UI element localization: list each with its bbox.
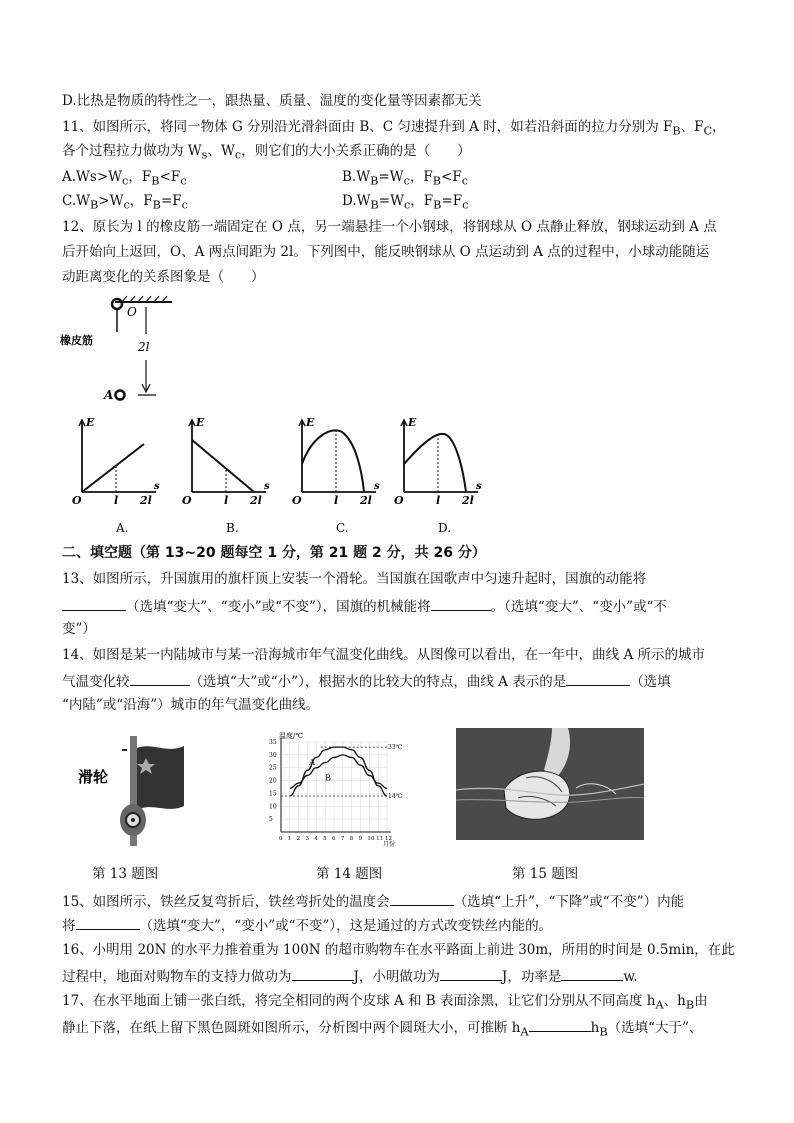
mid-tick-label: l (436, 494, 441, 507)
question-11-line-1: 11、如图所示，将同一物体 G 分别沿光滑斜面由 B、C 匀速提升到 A 时，如若沿斜面的拉力分别为 $F_B$、$F_C$， (62, 119, 726, 138)
option-11a: $A.Ws>W_c$，$F_B<F_c$ (62, 169, 187, 188)
figure-14-caption: 第 14 题图 (316, 866, 383, 882)
curve-a-label: A (309, 758, 316, 768)
question-16-line-2: 过程中，地面对购物车的支持力做功为 J，小明做功为 J，功率是 w. (62, 966, 638, 986)
option-11d: $D.W_B=W_c$，$F_B=F_c$ (342, 193, 469, 212)
length-label: 2l (138, 340, 150, 354)
q14-blank-2[interactable] (566, 671, 630, 686)
x-tick-label: 1 (287, 836, 292, 842)
y-tick-label: 30 (269, 751, 277, 759)
q16-blank-3[interactable] (561, 966, 623, 981)
option-letter: A. (116, 521, 129, 535)
question-14-line-1: 14、如图是某一内陆城市与某一沿海城市年气温变化曲线。从图像可以看出，在一年中，曲线 A 所示的城市 (62, 647, 706, 663)
x-tick-label: 10 (367, 836, 375, 842)
y-tick-label: 15 (269, 790, 277, 798)
temperature-chart (265, 728, 405, 848)
x-tick-label: 4 (314, 836, 318, 842)
y-axis-label: E (86, 416, 95, 429)
y-tick-label: 10 (269, 803, 277, 811)
figure-15-caption: 第 15 题图 (512, 866, 579, 882)
x-tick-label: 2 (296, 836, 301, 842)
option-letter: D. (438, 521, 452, 535)
question-12-line-2: 后开始向上返回，O、A 两点间距为 2l。下列图中，能反映钢球从 O 点运动到 A 点的过程中，小球动能随运 (62, 244, 710, 260)
energy-graph-1 (70, 412, 166, 540)
option-11b: $B.W_B=W_c$，$F_B<F_c$ (342, 169, 469, 188)
x-tick-label: 3 (305, 836, 309, 842)
energy-graph-2 (180, 412, 276, 540)
x-axis-title: 月份 (383, 841, 396, 848)
origin-label: O (72, 494, 82, 507)
question-11-options-row-1 (62, 168, 469, 191)
y-axis-title: 温度/℃ (279, 732, 304, 740)
mid-tick-label: l (224, 494, 229, 507)
question-17-line-1: 17、在水平地面上铺一张白纸，将完全相同的两个皮球 A 和 B 表面涂黑，让它们分别从不同高度 $h_A$、$h_B$由 (62, 993, 708, 1012)
question-11-line-2: 各个过程拉力做功为 $W_s$、$W_c$，则它们的大小关系正确的是（ ） (62, 143, 471, 162)
option-letter: C. (336, 521, 349, 535)
flag-pulley-figure (72, 728, 212, 846)
curve-b (290, 755, 387, 788)
q16-blank-1[interactable] (292, 966, 354, 981)
question-11-options-row-2 (62, 192, 469, 215)
x-tick-label: 11 (376, 836, 384, 842)
energy-graph-3 (290, 412, 386, 540)
end-tick-label: 2l (360, 494, 372, 507)
option-letter: B. (226, 521, 239, 535)
question-14-line-3: “内陆”或“沿海”）城市的年气温变化曲线。 (62, 697, 320, 713)
x-tick-label: 0 (279, 836, 283, 842)
energy-curve (192, 440, 254, 492)
curve-a (290, 747, 387, 796)
figure-13-caption: 第 13 题图 (92, 866, 159, 882)
x-tick-label: 9 (358, 836, 362, 842)
end-tick-label: 2l (462, 494, 474, 507)
x-tick-label: 5 (323, 836, 327, 842)
q16-blank-2[interactable] (440, 966, 502, 981)
question-13-line-3: 变”） (62, 621, 96, 637)
band-label: 橡皮筋 (60, 334, 93, 347)
max-temp-label: 33℃ (388, 744, 403, 752)
energy-curve (404, 434, 466, 492)
q15-blank-2[interactable] (76, 915, 140, 930)
question-13-line-1: 13、如图所示，升国旗用的旗杆顶上安装一个滑轮。当国旗在国歌声中匀速升起时，国旗的动能将 (62, 571, 647, 587)
question-13-line-2: （选填“变大”、“变小”或“不变”），国旗的机械能将 。（选填“变大”、“变小”或“不 (62, 596, 667, 616)
question-12-line-3: 动距离变化的关系图象是（ ） (62, 269, 265, 285)
x-axis-label: s (154, 481, 160, 492)
bending-wire-photo (456, 728, 644, 840)
x-axis-label: s (476, 481, 482, 492)
curve-b-label: B (325, 773, 332, 783)
x-tick-label: 7 (340, 836, 345, 842)
question-15-line-2: 将 （选填“变大”，“变小”或“不变”），这是通过的方式改变铁丝内能的。 (62, 915, 552, 935)
origin-label: O (394, 494, 404, 507)
y-tick-label: 25 (269, 764, 277, 772)
y-tick-label: 35 (269, 739, 277, 746)
q17-blank-1[interactable] (529, 1017, 591, 1032)
x-tick-label: 8 (349, 836, 354, 842)
question-17-line-2: 静止下落，在纸上留下黑色圆斑如图所示，分析图中两个圆斑大小，可推断 $h_A$ $h_B$（选填“大于”、 (62, 1017, 702, 1042)
q14-blank-1[interactable] (130, 671, 190, 686)
energy-graphs (70, 412, 490, 542)
question-15-line-1: 15、如图所示，铁丝反复弯折后，铁丝弯折处的温度会 （选填“上升”，“下降”或“不变”）内能 (62, 891, 684, 911)
y-tick-label: 5 (269, 816, 273, 824)
energy-graph-4 (392, 412, 488, 540)
q13-blank-1[interactable] (62, 596, 126, 611)
origin-label: O (292, 494, 302, 507)
section-2-heading: 二、填空题（第 13~20 题每空 1 分，第 21 题 2 分，共 26 分） (62, 545, 486, 561)
y-axis-label: E (196, 416, 205, 429)
rubber-band-figure (60, 292, 200, 407)
ball-label: A (104, 388, 114, 402)
x-axis-label: s (374, 481, 380, 492)
min-temp-label: 14℃ (388, 793, 403, 800)
q13-blank-2[interactable] (431, 596, 491, 611)
option-10d: D.比热是物质的特性之一，跟热量、质量、温度的变化量等因素都无关 (62, 93, 482, 109)
y-tick-label: 20 (269, 777, 277, 785)
q15-blank-1[interactable] (390, 891, 454, 906)
energy-curve (302, 430, 364, 492)
end-tick-label: 2l (250, 494, 262, 507)
y-axis-label: E (408, 416, 417, 429)
mid-tick-label: l (114, 494, 119, 507)
origin-label: O (182, 494, 192, 507)
pivot-label: O (127, 305, 137, 319)
mid-tick-label: l (334, 494, 339, 507)
x-axis-label: s (264, 481, 270, 492)
question-12-line-1: 12、原长为 l 的橡皮筋一端固定在 O 点，另一端悬挂一个小钢球，将钢球从 O 点静止释放，钢球运动到 A 点 (62, 219, 717, 235)
y-axis-label: E (306, 416, 315, 429)
x-tick-label: 12 (385, 836, 392, 842)
option-11c: $C.W_B>W_c$，$F_B=F_c$ (62, 193, 188, 212)
energy-curve (82, 444, 144, 492)
end-tick-label: 2l (140, 494, 152, 507)
question-14-line-2: 气温变化较 （选填“大”或“小”），根据水的比较大的特点，曲线 A 表示的是 （选填 (62, 671, 671, 691)
pulley-label: 滑轮 (78, 768, 109, 786)
x-tick-label: 6 (332, 836, 336, 842)
question-16-line-1: 16、小明用 20N 的水平力推着重为 100N 的超市购物车在水平路面上前进 30m，所用的时间是 0.5min，在此 (62, 942, 735, 958)
